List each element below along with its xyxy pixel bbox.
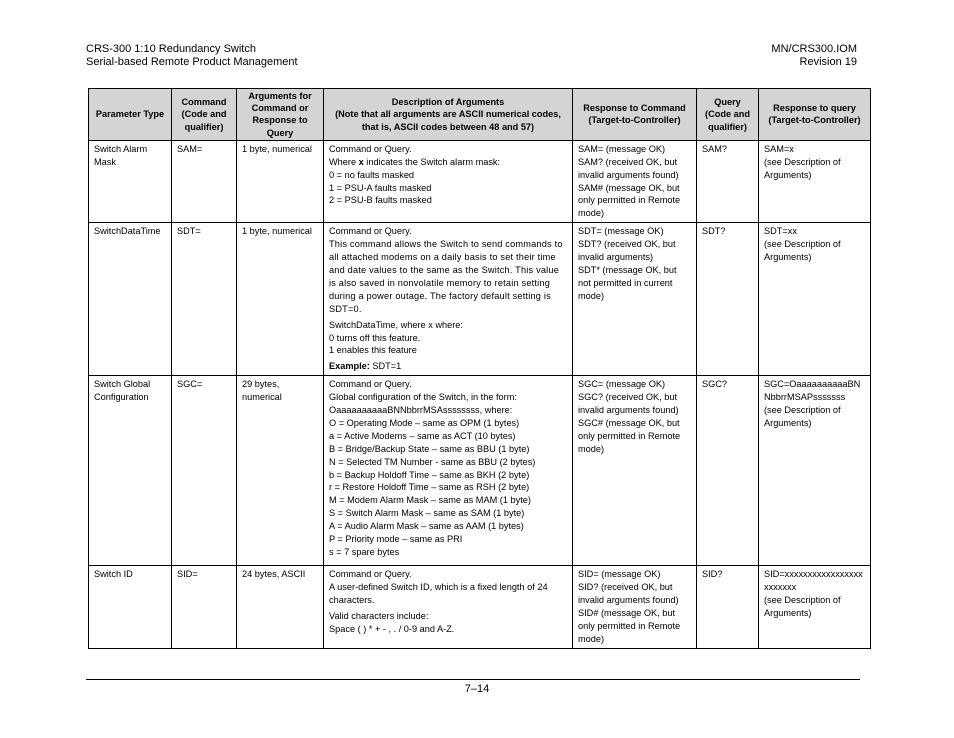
resp-line: SID= (message OK): [578, 569, 661, 580]
desc-example: [329, 360, 567, 373]
col-arguments: Arguments for Command or Response to Query: [237, 89, 324, 141]
col-response-query: Response to query (Target-to-Controller): [759, 89, 871, 141]
cell-command: SAM=: [172, 140, 237, 222]
col-response-command: Response to Command (Target-to-Controller): [573, 89, 697, 141]
footer-divider: [86, 679, 860, 680]
desc-line: Space ( ) * + - , . / 0-9 and A-Z.: [329, 623, 455, 634]
cell-response-command: [573, 566, 697, 648]
document-header-right: [771, 43, 857, 69]
resp-line: SDT* (message OK, but not permitted in current mode): [578, 264, 677, 301]
cell-command: SID=: [172, 566, 237, 648]
desc-line: Global configuration of the Switch, in the form:: [329, 392, 517, 403]
mask-variable: x: [358, 156, 364, 167]
cell-command: SGC=: [172, 376, 237, 566]
cell-response-query: [759, 566, 871, 648]
cell-response-command: [573, 223, 697, 376]
desc-line: s = 7 spare bytes: [329, 547, 400, 557]
resp-query-line: SID=xxxxxxxxxxxxxxxxxxxxxxxx: [764, 569, 863, 593]
col-query: Query (Code and qualifier): [697, 89, 759, 141]
desc-line: P = Priority mode – same as PRI: [329, 534, 463, 545]
cell-parameter: SwitchDataTime: [89, 223, 172, 376]
desc-line: 2 = PSU-B faults masked: [329, 195, 432, 206]
resp-query-line: SDT=xx: [764, 226, 797, 237]
desc-line: N = Selected TM Number - same as BBU (2 bytes): [329, 456, 536, 467]
desc-line: Command or Query.: [329, 226, 412, 237]
desc-line: Where x indicates the Switch alarm mask:: [329, 156, 501, 167]
desc-line: 1 enables this feature: [329, 345, 417, 356]
table-header-row: [89, 89, 871, 141]
cell-response-query: [759, 140, 871, 222]
resp-query-line: SGC=OaaaaaaaaaaBNNbbrrMSAPsssssss: [764, 379, 861, 403]
cell-description: [324, 376, 573, 566]
col-command: Command (Code and qualifier): [172, 89, 237, 141]
desc-line: SwitchDataTime, where x where:: [329, 319, 463, 330]
desc-line: O = Operating Mode – same as OPM (1 bytes): [329, 417, 520, 428]
cell-description: [324, 223, 573, 376]
desc-line: OaaaaaaaaaaBNNbbrrMSAssssssss, where:: [329, 405, 513, 416]
resp-line: SAM? (received OK, but invalid arguments found): [578, 156, 679, 180]
resp-line: SAM# (message OK, but only permitted in Remote mode): [578, 182, 681, 219]
resp-line: SGC# (message OK, but only permitted in Remote mode): [578, 417, 681, 454]
table-row: [89, 223, 871, 376]
cell-arguments: 29 bytes, numerical: [237, 376, 324, 566]
table-row: [89, 376, 871, 566]
col-parameter-type: Parameter Type: [89, 89, 172, 141]
product-title: CRS-300 1:10 Redundancy Switch: [86, 43, 256, 55]
resp-query-line: (see Description of Arguments): [764, 156, 841, 180]
cell-arguments: 1 byte, numerical: [237, 140, 324, 222]
document-header-left: [86, 43, 298, 69]
cell-arguments: 1 byte, numerical: [237, 223, 324, 376]
desc-line: 0 turns off this feature.: [329, 332, 421, 343]
cell-query: SID?: [697, 566, 759, 648]
cell-query: SAM?: [697, 140, 759, 222]
document-number: MN/CRS300.IOM: [771, 43, 857, 55]
command-table: [88, 88, 871, 649]
resp-line: SGC= (message OK): [578, 379, 666, 390]
resp-line: SGC? (received OK, but invalid arguments found): [578, 392, 679, 416]
example-value: SDT=1: [372, 361, 402, 372]
cell-command: SDT=: [172, 223, 237, 376]
desc-line: A = Audio Alarm Mask – same as AAM (1 bytes): [329, 521, 524, 532]
resp-query-line: SAM=x: [764, 143, 794, 154]
desc-line: B = Bridge/Backup State – same as BBU (1 byte): [329, 443, 530, 454]
cell-response-command: [573, 376, 697, 566]
desc-line: r = Restore Holdoff Time – same as RSH (2 byte): [329, 482, 530, 493]
cell-query: SGC?: [697, 376, 759, 566]
resp-line: SDT= (message OK): [578, 226, 664, 237]
resp-line: SDT? (received OK, but invalid arguments): [578, 239, 676, 263]
desc-line: This command allows the Switch to send commands to all attached modems on a daily basis to set their time and date values to the same as the Switch. This value is also saved in nonvolatile memory to retain setting during a power outage. The factory default setting is SDT=0.: [329, 239, 563, 314]
desc-line: 0 = no faults masked: [329, 169, 415, 180]
revision-label: Revision 19: [799, 56, 857, 68]
cell-query: SDT?: [697, 223, 759, 376]
cell-parameter: Switch Global Configuration: [89, 376, 172, 566]
desc-line: a = Active Modems – same as ACT (10 bytes): [329, 430, 516, 441]
example-label: Example:: [329, 361, 370, 372]
cell-description: [324, 140, 573, 222]
desc-line: b = Backup Holdoff Time – same as BKH (2 byte): [329, 469, 530, 480]
col-description-note: (Note that all arguments are ASCII numerical codes, that is, ASCII codes between 48 and 57): [335, 109, 561, 132]
desc-line: A user-defined Switch ID, which is a fixed length of 24 characters.: [329, 582, 548, 606]
resp-line: SID# (message OK, but only permitted in Remote mode): [578, 607, 681, 644]
cell-description: [324, 566, 573, 648]
resp-query-line: (see Description of Arguments): [764, 239, 841, 263]
desc-line: Command or Query.: [329, 569, 412, 580]
desc-line: M = Modem Alarm Mask – same as MAM (1 byte): [329, 495, 531, 506]
desc-line: Command or Query.: [329, 143, 412, 154]
col-description: [324, 89, 573, 141]
cell-response-query: [759, 223, 871, 376]
page-number: 7–14: [464, 683, 490, 695]
resp-line: SID? (received OK, but invalid arguments found): [578, 582, 679, 606]
resp-query-line: (see Description of Arguments): [764, 405, 841, 428]
desc-line: Command or Query.: [329, 379, 412, 390]
section-title: Serial-based Remote Product Management: [86, 56, 298, 68]
col-description-title: Description of Arguments: [391, 97, 505, 108]
resp-line: SAM= (message OK): [578, 143, 666, 154]
cell-arguments: 24 bytes, ASCII: [237, 566, 324, 648]
desc-line: 1 = PSU-A faults masked: [329, 182, 432, 193]
table-row: [89, 140, 871, 222]
cell-parameter: Switch ID: [89, 566, 172, 648]
desc-line: Valid characters include:: [329, 610, 429, 621]
cell-response-query: [759, 376, 871, 566]
table-row: [89, 566, 871, 648]
cell-parameter: Switch Alarm Mask: [89, 140, 172, 222]
cell-response-command: [573, 140, 697, 222]
resp-query-line: (see Description of Arguments): [764, 595, 841, 618]
desc-line: S = Switch Alarm Mask – same as SAM (1 byte): [329, 508, 525, 519]
